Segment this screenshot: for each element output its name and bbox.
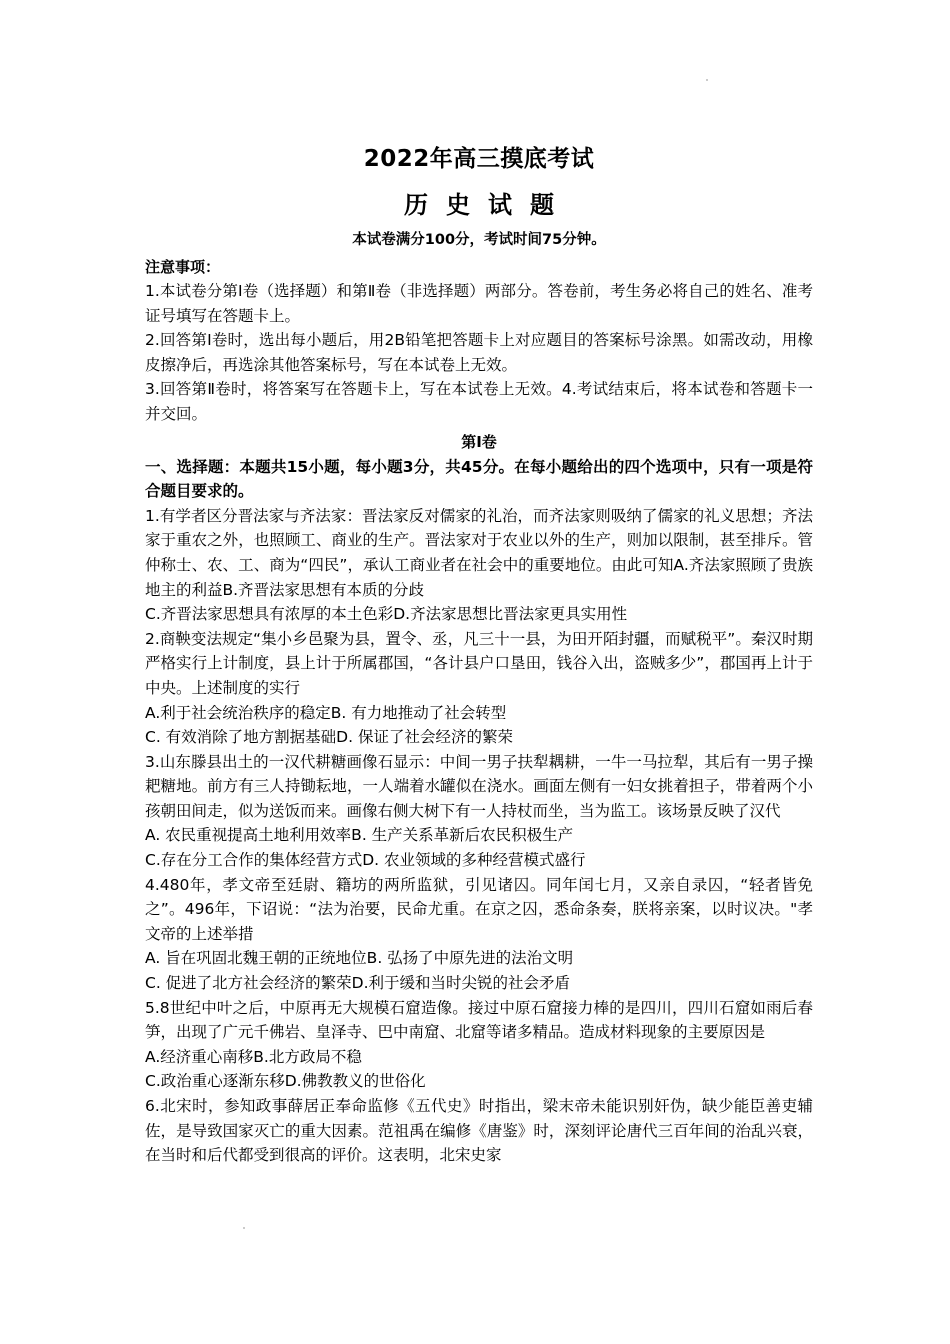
question-options: C.存在分工合作的集体经营方式D. 农业领域的多种经营模式盛行 <box>145 851 586 870</box>
question-6 <box>145 1094 813 1168</box>
part1-instruction: 一、选择题：本题共15小题，每小题3分，共45分。在每小题给出的四个选项中，只有一项是符合题目要求的。 <box>145 457 813 501</box>
part1-title: 第Ⅰ卷 <box>461 432 497 451</box>
question-3 <box>145 750 813 873</box>
question-options: A.利于社会统治秩序的稳定B. 有力地推动了社会转型 <box>145 703 507 722</box>
subject-title: 历史试题 <box>404 191 572 219</box>
question-1 <box>145 504 813 627</box>
question-options: A.经济重心南移B.北方政局不稳 <box>145 1047 362 1066</box>
question-stem: 1.有学者区分晋法家与齐法家：晋法家反对儒家的礼治，而齐法家则吸纳了儒家的礼义思想；齐法家于重农之外，也照顾工、商业的生产。晋法家对于农业以外的生产，则加以限制，甚至排斥。管仲称士、农、工、商为“四民”，承认工商业者在社会中的重要地位。由此可知A.齐法家照顾了贵族地主的利益B.齐晋法家思想有本质的分歧 <box>145 506 813 599</box>
question-options: A. 旨在巩固北魏王朝的正统地位B. 弘扬了中原先进的法治文明 <box>145 949 574 968</box>
question-stem: 5.8世纪中叶之后，中原再无大规模石窟造像。接过中原石窟接力棒的是四川，四川石窟如雨后春笋，出现了广元千佛岩、皇泽寺、巴中南窟、北窟等诸多精品。造成材料现象的主要原因是 <box>145 998 813 1042</box>
notice-heading: 注意事项： <box>145 258 221 276</box>
question-stem: 4.480年，孝文帝至廷尉、籍坊的两所监狱，引见诸囚。同年闰七月，又亲自录囚，“轻者皆免之”。496年，下诏说：“法为治要，民命尤重。在京之囚，悉命条奏，朕将亲案，以时议决。"孝文帝的上述举措 <box>145 875 813 943</box>
scan-speck <box>243 1227 245 1229</box>
scan-speck <box>706 79 708 81</box>
question-options: C.政治重心逐渐东移D.佛教教义的世俗化 <box>145 1072 426 1091</box>
exam-content <box>145 140 813 1168</box>
notice-line: 1.本试卷分第Ⅰ卷（选择题）和第Ⅱ卷（非选择题）两部分。答卷前，考生务必将自己的姓名、准考证号填写在答题卡上。 <box>145 282 813 325</box>
notice-line: 2.回答第Ⅰ卷时，选出每小题后，用2B铅笔把答题卡上对应题目的答案标号涂黑。如需改动，用橡皮擦净后，再选涂其他答案标号，写在本试卷上无效。 <box>145 331 813 374</box>
question-options: C. 有效消除了地方割据基础D. 保证了社会经济的繁荣 <box>145 728 513 747</box>
question-stem: 3.山东滕县出土的一汉代耕糖画像石显示：中间一男子扶犁耦耕，一牛一马拉犁，其后有一男子操耙糖地。前方有三人持锄耘地，一人端着水罐似在浇水。画面左侧有一妇女挑着担子，带着两个小孩朝田间走，似为送饭而来。画像右侧大树下有一人持杖而坐，当为监工。该场景反映了汉代 <box>145 752 813 820</box>
question-4 <box>145 873 813 996</box>
score-time-note: 本试卷满分100分，考试时间75分钟。 <box>352 232 606 248</box>
question-stem: 6.北宋时，参知政事薛居正奉命监修《五代史》时指出，梁末帝未能识别奸伪，缺少能臣善吏辅佐，是导致国家灭亡的重大因素。范祖禹在编修《唐鉴》时，深刻评论唐代三百年间的治乱兴衰，在当时和后代都受到很高的评价。这表明，北宋史家 <box>145 1097 813 1165</box>
question-options: A. 农民重视提高土地利用效率B. 生产关系革新后农民积极生产 <box>145 826 574 845</box>
exam-title: 2022年高三摸底考试 <box>363 146 595 172</box>
question-2 <box>145 627 813 750</box>
question-options: C.齐晋法家思想具有浓厚的本土色彩D.齐法家思想比晋法家更具实用性 <box>145 605 628 624</box>
question-5 <box>145 996 813 1094</box>
question-stem: 2.商鞅变法规定“集小乡邑聚为县，置令、丞，凡三十一县，为田开陌封疆，而赋税平”。秦汉时期严格实行上计制度，县上计于所属郡国，“各计县户口垦田，钱谷入出，盗贼多少”，郡国再上计于中央。上述制度的实行 <box>145 629 813 697</box>
notice-line: 3.回答第Ⅱ卷时，将答案写在答题卡上，写在本试卷上无效。4.考试结束后，将本试卷和答题卡一并交回。 <box>145 380 813 423</box>
question-options: C. 促进了北方社会经济的繁荣D.利于缓和当时尖锐的社会矛盾 <box>145 974 571 993</box>
